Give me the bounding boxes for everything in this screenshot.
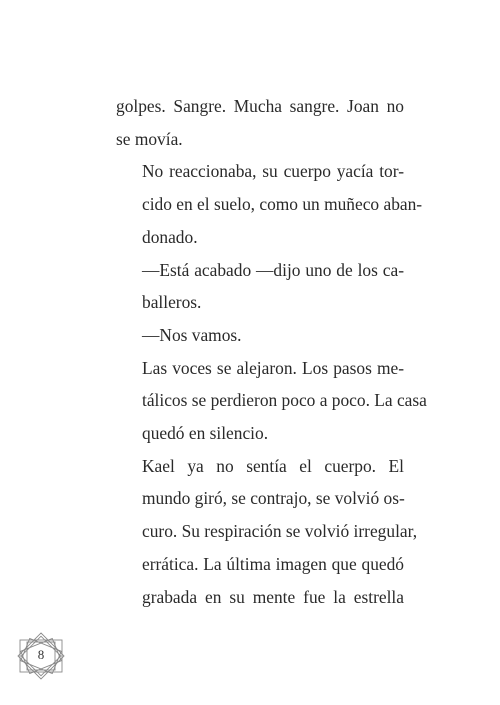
text-line: No reaccionaba, su cuerpo yacía tor- [142, 161, 404, 182]
text-line: mundo giró, se contrajo, se volvió os- [142, 488, 405, 509]
text-line: errática. La última imagen que quedó [142, 553, 404, 574]
body-text [116, 90, 427, 613]
paragraph-1 [116, 90, 404, 155]
text-line: Kael ya no sentía el cuerpo. El [142, 455, 404, 476]
paragraph-5 [116, 352, 427, 450]
text-line: se movía. [116, 128, 183, 149]
text-line: curo. Su respiración se volvió irregular, [142, 521, 418, 542]
page-number: 8 [37, 647, 45, 662]
text-line: —Está acabado —dijo uno de los ca- [142, 259, 404, 280]
text-line: grabada en su mente fue la estrella [142, 586, 404, 607]
paragraph-4 [116, 319, 404, 352]
text-line: cido en el suelo, como un muñeco aban- [142, 194, 423, 215]
text-line: golpes. Sangre. Mucha sangre. Joan no [116, 96, 404, 116]
paragraph-3 [116, 254, 404, 319]
text-line: Las voces se alejaron. Los pasos me- [142, 357, 404, 378]
text-line: quedó en silencio. [142, 423, 269, 444]
paragraph-2 [116, 155, 423, 253]
paragraph-6 [116, 450, 418, 614]
text-line: donado. [142, 226, 198, 247]
page-number-ornament [14, 631, 68, 681]
text-line: balleros. [142, 292, 202, 313]
text-line: —Nos vamos. [142, 324, 242, 345]
text-line: tálicos se perdieron poco a poco. La casa [142, 390, 427, 411]
